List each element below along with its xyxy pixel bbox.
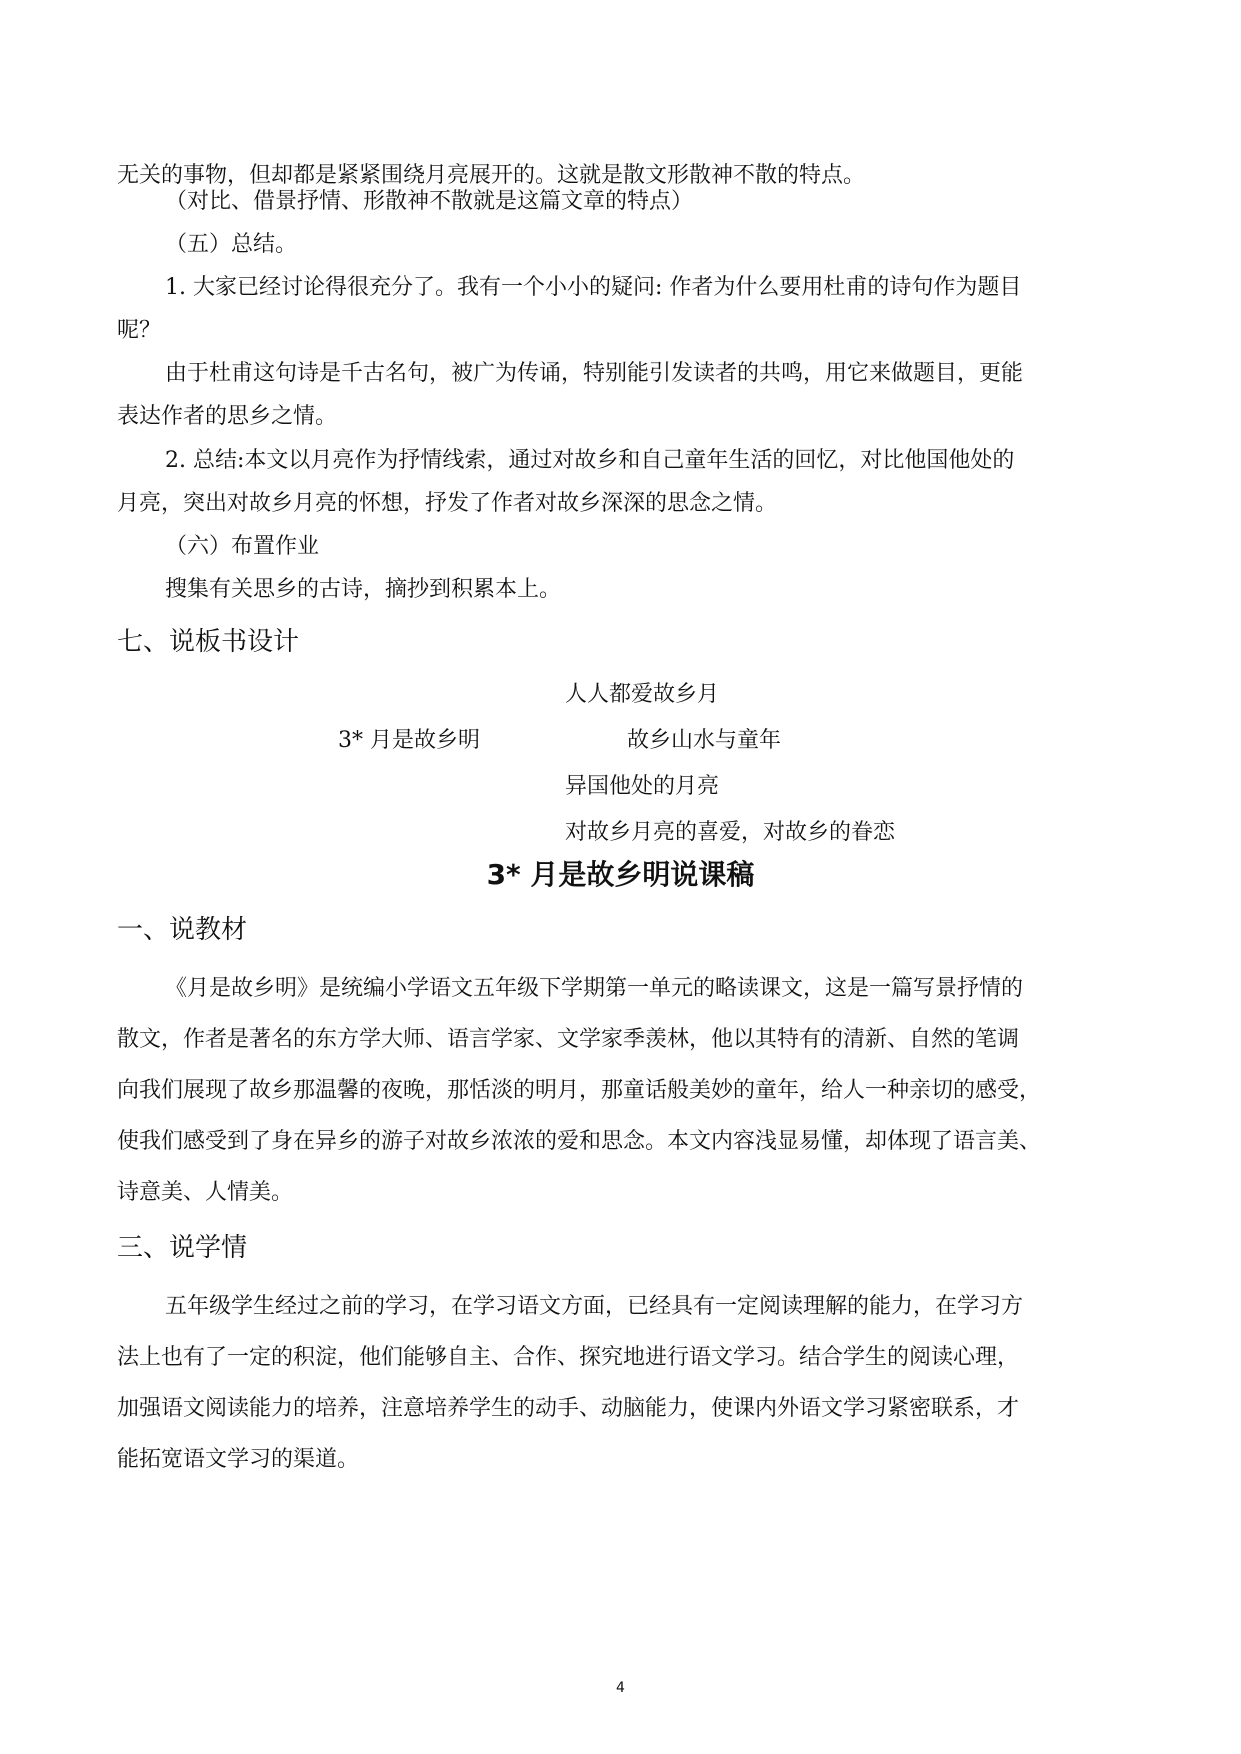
paragraph-line: 向我们展现了故乡那温馨的夜晚，那恬淡的明月，那童话般美妙的童年，给人一种亲切的感受，	[117, 1078, 1042, 1103]
paragraph-line: 使我们感受到了身在异乡的游子对故乡浓浓的爱和思念。本文内容浅显易懂，却体现了语言美、	[117, 1129, 1042, 1154]
subsection-heading: （五）总结。	[165, 232, 298, 257]
board-item: 人人都爱故乡月	[565, 682, 720, 707]
paragraph-line: 呢？	[117, 318, 162, 343]
paragraph-line: （对比、借景抒情、形散神不散就是这篇文章的特点）	[165, 189, 694, 214]
board-item: 故乡山水与童年	[627, 728, 782, 753]
paragraph-line: 诗意美、人情美。	[117, 1180, 294, 1205]
section-heading-students: 三、说学情	[117, 1233, 248, 1263]
page-number: 4	[616, 1680, 625, 1696]
paragraph-line: 表达作者的思乡之情。	[117, 404, 338, 429]
section-heading-board-design: 七、说板书设计	[117, 627, 300, 657]
board-title: 3* 月是故乡明	[338, 728, 480, 753]
paragraph-line: 法上也有了一定的积淀，他们能够自主、合作、探究地进行语文学习。结合学生的阅读心理，	[117, 1345, 1020, 1370]
paragraph-line: 加强语文阅读能力的培养，注意培养学生的动手、动脑能力，使课内外语文学习紧密联系，才	[117, 1396, 1020, 1421]
subsection-heading: （六）布置作业	[165, 534, 320, 559]
paragraph-line: 1. 大家已经讨论得很充分了。我有一个小小的疑问: 作者为什么要用杜甫的诗句作为题目	[165, 275, 1022, 300]
paragraph-line: 无关的事物，但却都是紧紧围绕月亮展开的。这就是散文形散神不散的特点。	[117, 163, 866, 188]
board-item: 异国他处的月亮	[565, 774, 720, 799]
paragraph-line: 月亮，突出对故乡月亮的怀想，抒发了作者对故乡深深的思念之情。	[117, 491, 778, 516]
paragraph-line: 散文，作者是著名的东方学大师、语言学家、文学家季羡林，他以其特有的清新、自然的笔调	[117, 1027, 1020, 1052]
paragraph-line: 《月是故乡明》是统编小学语文五年级下学期第一单元的略读课文，这是一篇写景抒情的	[165, 976, 1024, 1001]
paragraph-line: 五年级学生经过之前的学习，在学习语文方面，已经具有一定阅读理解的能力，在学习方	[165, 1294, 1024, 1319]
board-item: 对故乡月亮的喜爱，对故乡的眷恋	[565, 820, 896, 845]
document-title: 3* 月是故乡明说课稿	[486, 858, 755, 891]
paragraph-line: 搜集有关思乡的古诗，摘抄到积累本上。	[165, 577, 562, 602]
paragraph-line: 能拓宽语文学习的渠道。	[117, 1447, 360, 1472]
paragraph-line: 2. 总结:本文以月亮作为抒情线索，通过对故乡和自己童年生活的回忆，对比他国他处的	[165, 448, 1015, 473]
paragraph-line: 由于杜甫这句诗是千古名句，被广为传诵，特别能引发读者的共鸣，用它来做题目，更能	[165, 361, 1024, 386]
section-heading-textbook: 一、说教材	[117, 915, 248, 945]
